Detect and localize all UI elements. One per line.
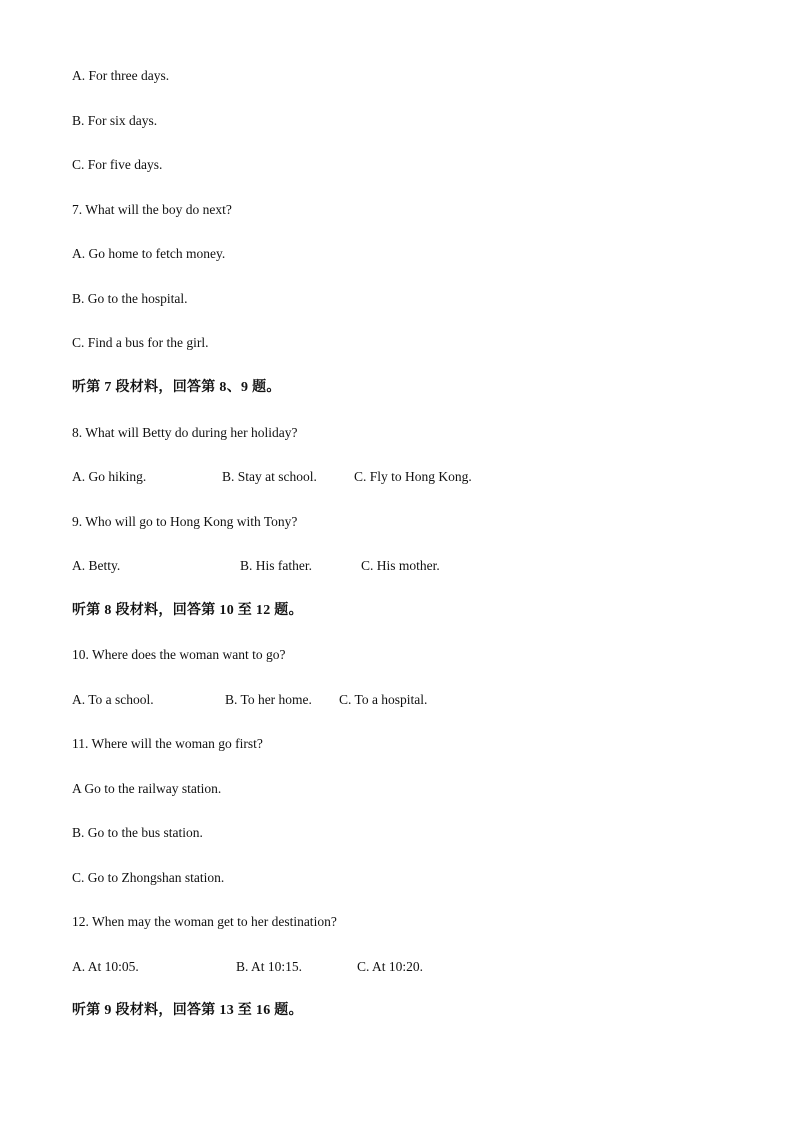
q8-option-c: C. Fly to Hong Kong. <box>354 469 472 484</box>
q9-option-b: B. His father. <box>240 558 312 573</box>
q6-option-b: B. For six days. <box>72 113 158 128</box>
q8-option-a: A. Go hiking. <box>72 469 147 484</box>
q9-option-c: C. His mother. <box>361 558 440 573</box>
q7-option-b: B. Go to the hospital. <box>72 291 188 306</box>
q12-option-c: C. At 10:20. <box>357 959 424 974</box>
q11-option-a: A Go to the railway station. <box>72 781 222 796</box>
question-8: 8. What will Betty do during her holiday? <box>72 425 298 440</box>
section-heading-8: 听第 8 段材料，回答第 10 至 12 题。 <box>72 603 303 618</box>
q12-option-b: B. At 10:15. <box>236 959 303 974</box>
q6-option-a: A. For three days. <box>72 68 170 83</box>
section-heading-7: 听第 7 段材料，回答第 8、9 题。 <box>72 380 281 395</box>
q12-option-a: A. At 10:05. <box>72 959 139 974</box>
q7-option-c: C. Find a bus for the girl. <box>72 335 209 350</box>
question-7: 7. What will the boy do next? <box>72 202 232 217</box>
q8-option-b: B. Stay at school. <box>222 469 317 484</box>
q9-options-row <box>72 557 732 575</box>
question-11: 11. Where will the woman go first? <box>72 736 263 751</box>
q12-options-row <box>72 958 732 976</box>
section-heading-9: 听第 9 段材料，回答第 13 至 16 题。 <box>72 1003 303 1018</box>
q10-option-b: B. To her home. <box>225 692 312 707</box>
question-10: 10. Where does the woman want to go? <box>72 647 286 662</box>
q11-option-c: C. Go to Zhongshan station. <box>72 870 225 885</box>
question-9: 9. Who will go to Hong Kong with Tony? <box>72 514 298 529</box>
q10-option-c: C. To a hospital. <box>339 692 428 707</box>
q8-options-row <box>72 468 732 486</box>
q10-options-row <box>72 691 732 709</box>
q10-option-a: A. To a school. <box>72 692 154 707</box>
q7-option-a: A. Go home to fetch money. <box>72 246 226 261</box>
q6-option-c: C. For five days. <box>72 157 163 172</box>
q9-option-a: A. Betty. <box>72 558 121 573</box>
q11-option-b: B. Go to the bus station. <box>72 825 203 840</box>
question-12: 12. When may the woman get to her destination? <box>72 914 337 929</box>
